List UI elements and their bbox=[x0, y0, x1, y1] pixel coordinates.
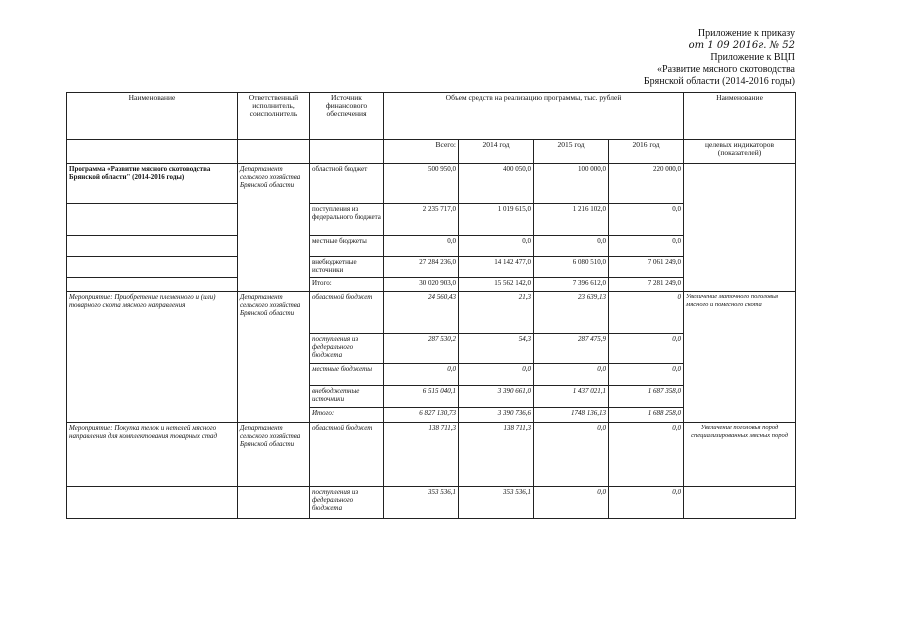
source-cell: внебюджетные источники bbox=[310, 386, 384, 408]
y2014-cell: 14 142 477,0 bbox=[459, 257, 534, 278]
col-total-header: Всего: bbox=[384, 140, 459, 164]
program-indicator bbox=[684, 164, 796, 292]
source-cell: Итого: bbox=[310, 278, 384, 292]
y2015-cell: 1 437 021,1 bbox=[534, 386, 609, 408]
empty-cell bbox=[67, 236, 238, 257]
y2015-cell: 0,0 bbox=[534, 423, 609, 487]
y2016-cell: 1 687 358,0 bbox=[609, 386, 684, 408]
col-source-header: Источник финансового обеспечения bbox=[310, 93, 384, 140]
total-cell: 0,0 bbox=[384, 364, 459, 386]
total-cell: 500 950,0 bbox=[384, 164, 459, 204]
y2016-cell: 0,0 bbox=[609, 487, 684, 519]
y2015-cell: 1 216 102,0 bbox=[534, 204, 609, 236]
source-cell: поступления из федерального бюджета bbox=[310, 204, 384, 236]
measure1-indicator: Увеличение маточного поголовья мясного и помесного скота bbox=[684, 292, 796, 423]
source-cell: областной бюджет bbox=[310, 292, 384, 334]
measure2-row-2 bbox=[67, 487, 796, 519]
source-cell: поступления из федерального бюджета bbox=[310, 334, 384, 364]
total-cell: 353 536,1 bbox=[384, 487, 459, 519]
empty-cell bbox=[67, 487, 238, 519]
program-row-1 bbox=[67, 164, 796, 204]
header-line-2: от 1 09 2016г. № 52 bbox=[688, 40, 795, 51]
empty-cell bbox=[310, 140, 384, 164]
empty-cell bbox=[238, 140, 310, 164]
y2014-cell: 138 711,3 bbox=[459, 423, 534, 487]
total-cell: 2 235 717,0 bbox=[384, 204, 459, 236]
measure1-responsible: Департамент сельского хозяйства Брянской области bbox=[238, 292, 310, 423]
y2014-cell: 0,0 bbox=[459, 364, 534, 386]
y2014-cell: 54,3 bbox=[459, 334, 534, 364]
y2014-cell: 400 050,0 bbox=[459, 164, 534, 204]
source-cell: местные бюджеты bbox=[310, 236, 384, 257]
source-cell: областной бюджет bbox=[310, 164, 384, 204]
y2015-cell: 0,0 bbox=[534, 364, 609, 386]
y2016-cell: 1 688 258,0 bbox=[609, 408, 684, 423]
y2016-cell: 0,0 bbox=[609, 334, 684, 364]
program-responsible: Департамент сельского хозяйства Брянской области bbox=[238, 164, 310, 292]
col-2015-header: 2015 год bbox=[534, 140, 609, 164]
col-indicator-header-top: Наименование bbox=[684, 93, 796, 140]
total-cell: 24 560,43 bbox=[384, 292, 459, 334]
y2016-cell: 7 061 249,0 bbox=[609, 257, 684, 278]
total-cell: 27 284 236,0 bbox=[384, 257, 459, 278]
col-indicator-header-bottom: целевых индикаторов (показателей) bbox=[684, 140, 796, 164]
y2015-cell: 100 000,0 bbox=[534, 164, 609, 204]
y2015-cell: 1748 136,13 bbox=[534, 408, 609, 423]
total-cell: 0,0 bbox=[384, 236, 459, 257]
program-name: Программа «Развитие мясного скотоводства Брянской области" (2014-2016 годы) bbox=[67, 164, 238, 204]
y2016-cell: 220 000,0 bbox=[609, 164, 684, 204]
y2014-cell: 0,0 bbox=[459, 236, 534, 257]
y2014-cell: 3 390 736,6 bbox=[459, 408, 534, 423]
empty-cell bbox=[684, 487, 796, 519]
measure2-name: Мероприятие: Покупка телок и нетелей мясного направления для комплектования товарных стад bbox=[67, 423, 238, 487]
y2015-cell: 287 475,9 bbox=[534, 334, 609, 364]
funding-table bbox=[66, 92, 796, 519]
empty-cell bbox=[238, 487, 310, 519]
y2016-cell: 0,0 bbox=[609, 204, 684, 236]
empty-cell bbox=[67, 278, 238, 292]
total-cell: 138 711,3 bbox=[384, 423, 459, 487]
measure2-indicator: Увеличение поголовья пород специализированных мясных пород bbox=[684, 423, 796, 487]
y2015-cell: 0,0 bbox=[534, 487, 609, 519]
col-responsible-header: Ответственный исполнитель, соисполнитель bbox=[238, 93, 310, 140]
y2015-cell: 23 639,13 bbox=[534, 292, 609, 334]
empty-cell bbox=[67, 257, 238, 278]
source-cell: местные бюджеты bbox=[310, 364, 384, 386]
y2016-cell: 0,0 bbox=[609, 236, 684, 257]
y2016-cell: 7 281 249,0 bbox=[609, 278, 684, 292]
empty-cell bbox=[67, 204, 238, 236]
source-cell: внебюджетные источники bbox=[310, 257, 384, 278]
source-cell: поступления из федерального бюджета bbox=[310, 487, 384, 519]
measure2-row-1 bbox=[67, 423, 796, 487]
total-cell: 6 515 040,1 bbox=[384, 386, 459, 408]
y2014-cell: 1 019 615,0 bbox=[459, 204, 534, 236]
total-cell: 6 827 130,73 bbox=[384, 408, 459, 423]
source-cell: областной бюджет bbox=[310, 423, 384, 487]
header-row-2 bbox=[67, 140, 796, 164]
empty-cell bbox=[67, 140, 238, 164]
y2016-cell: 0 bbox=[609, 292, 684, 334]
y2016-cell: 0,0 bbox=[609, 364, 684, 386]
header-row-1 bbox=[67, 93, 796, 140]
y2014-cell: 21,3 bbox=[459, 292, 534, 334]
measure1-row-1 bbox=[67, 292, 796, 334]
y2014-cell: 15 562 142,0 bbox=[459, 278, 534, 292]
col-2016-header: 2016 год bbox=[609, 140, 684, 164]
header-line-3: Приложение к ВЦП bbox=[710, 52, 795, 63]
measure2-responsible: Департамент сельского хозяйства Брянской области bbox=[238, 423, 310, 487]
col-2014-header: 2014 год bbox=[459, 140, 534, 164]
header-line-5: Брянской области (2014-2016 годы) bbox=[643, 76, 795, 87]
y2015-cell: 0,0 bbox=[534, 236, 609, 257]
header-line-1: Приложение к приказу bbox=[697, 28, 795, 39]
total-cell: 287 530,2 bbox=[384, 334, 459, 364]
total-cell: 30 020 903,0 bbox=[384, 278, 459, 292]
y2014-cell: 3 390 661,0 bbox=[459, 386, 534, 408]
y2014-cell: 353 536,1 bbox=[459, 487, 534, 519]
col-funds-header: Объем средств на реализацию программы, тыс. рублей bbox=[384, 93, 684, 140]
measure1-name: Мероприятие: Приобретение племенного и (или) товарного скота мясного направления bbox=[67, 292, 238, 423]
document-header bbox=[644, 28, 795, 88]
header-line-4: «Развитие мясного скотоводства bbox=[657, 64, 795, 75]
y2015-cell: 7 396 612,0 bbox=[534, 278, 609, 292]
y2016-cell: 0,0 bbox=[609, 423, 684, 487]
y2015-cell: 6 080 510,0 bbox=[534, 257, 609, 278]
col-name-header: Наименование bbox=[67, 93, 238, 140]
source-cell: Итого: bbox=[310, 408, 384, 423]
